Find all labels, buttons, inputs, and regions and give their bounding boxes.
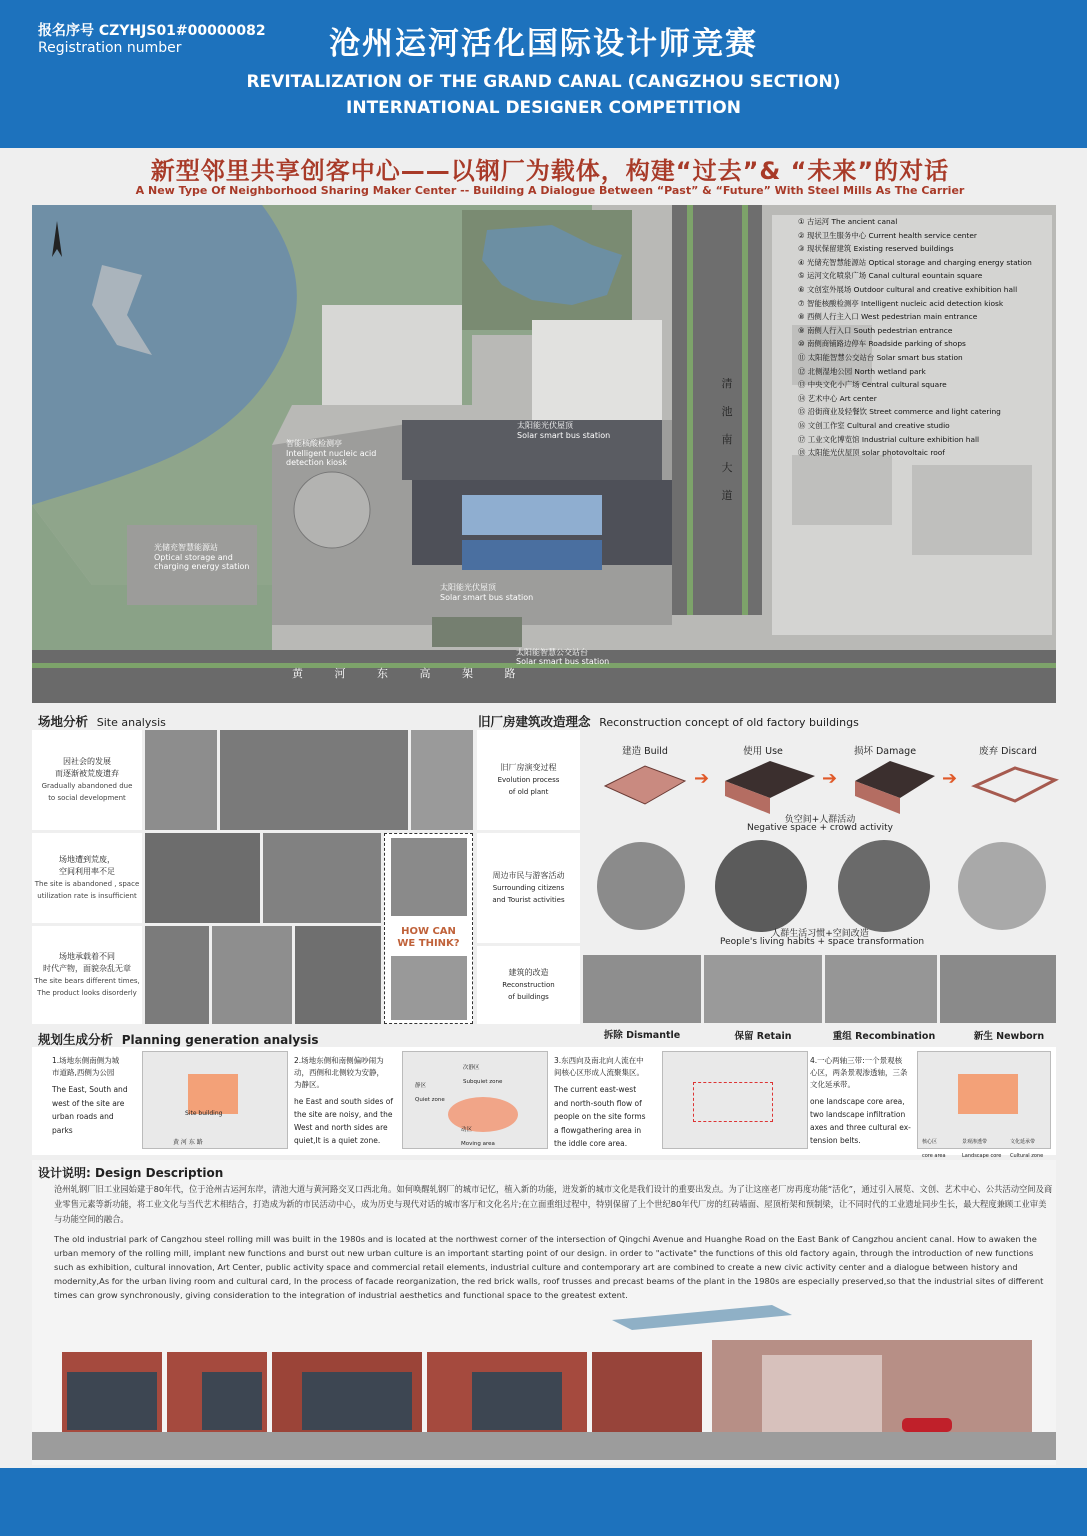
planning-2-cn: 2.场地东侧和南侧偏吵闹为 动，西侧和北侧较为安静， 为静区。 [294,1056,384,1089]
legend-item: ⑧ 西侧人行主入口 West pedestrian main entrance [798,312,978,322]
activity-photo-4 [958,842,1046,930]
recon-row-1 [477,730,580,830]
core-area-block [958,1074,1018,1114]
svg-text:➔: ➔ [942,768,958,789]
footer-band [0,1468,1087,1536]
project-title-cn: 新型邻里共享创客中心——以钢厂为载体，构建“过去”& “未来”的对话 [150,157,950,185]
bus-label-3-cn: 太阳能智慧公交站台 [516,648,588,657]
road-label-horizontal: 黄 河 东 高 架 路 [292,667,530,680]
recon-row-1-cn: 旧厂房演变过程 [500,763,557,772]
plan-legend [798,215,1048,460]
step-newborn: 新生 Newborn [973,1031,1045,1042]
registration-label: Registration number [38,40,182,56]
legend-item: ⑬ 中央文化小广场 Central cultural square [798,380,947,390]
competition-header [0,0,1087,148]
bus-label-1-en: Solar smart bus station [517,431,611,440]
legend-item: ⑱ 太阳能光伏屋顶 solar photovoltaic roof [798,448,945,458]
bus-label-2-cn: 太阳能光伏屋顶 [440,583,496,592]
project-title-en: A New Type Of Neighborhood Sharing Maker Center -- Building A Dialogue Between “Past” & “Future” With Steel Mills As The Carrier [135,184,965,197]
road-label-vertical: 清 池 南 大 道 [721,377,733,502]
cultural-zone-label: 文化延承带 Cultural zone [1010,1139,1044,1159]
step-dismantle: 拆除 Dismantle [603,1030,681,1041]
tower-photo [411,730,473,830]
competition-title-en-1: REVITALIZATION OF THE GRAND CANAL (CANGZHOU SECTION) [246,72,841,92]
negative-space-en: Negative space + crowd activity [747,823,893,833]
moving-zone-label: 动区 Moving area [461,1127,495,1147]
sad-person-photo [391,838,467,916]
factory-photo [263,833,381,923]
aerial-photo [145,730,217,830]
negative-space-cn: 负空间+人群活动 [784,815,856,825]
planning-title-en: Planning generation analysis [121,1033,319,1047]
street-photo [145,833,260,923]
subquiet-zone-label: 次静区 Subquiet zone [463,1065,503,1085]
kiosk-label-en: Intelligent nucleic acid detection kiosk [286,449,377,467]
site-row-2 [32,833,142,923]
reconstruction-title [478,712,859,730]
retain-model [704,955,822,1023]
planning-diagram-1 [142,1051,288,1149]
planning-1-en: The East, South and west of the site are urban roads and parks [52,1085,128,1135]
legend-item: ③ 现状保留建筑 Existing reserved buildings [798,244,954,254]
station-label-cn: 光储充智慧能源站 [154,543,218,552]
site-row-3-en: The site bears different times, The product looks disorderly [34,977,140,997]
planning-diagram-3 [662,1051,808,1149]
recon-row-2-cn: 周边市民与游客活动 [492,871,565,880]
legend-item: ⑰ 工业文化博览馆 Industrial culture exhibition hall [798,434,980,444]
street-rendering [32,1300,1056,1460]
thinking-quote: HOW CAN WE THINK? [397,926,460,949]
planning-4-cn: 4.一心两轴三带:一个景观核 心区，两条景观渗透轴，三条 文化延承带。 [810,1056,908,1089]
habits-cn: 人群生活习惯+空间改造 [771,929,869,939]
design-description-title: 设计说明: Design Description [38,1166,224,1180]
site-analysis-title [38,712,166,730]
road-label: 黄 河 东 路 [173,1139,203,1146]
legend-item: ⑤ 运河文化喷泉广场 Canal cultural eountain square [798,271,983,281]
planning-title [38,1030,319,1048]
legend-item: ⑭ 艺术中心 Art center [798,393,877,403]
svg-text:➔: ➔ [694,768,710,789]
master-plan [32,205,1056,703]
site-row-2-cn: 场地遭到荒废， 空间利用率不足 [59,855,115,876]
recon-row-1-en: Evolution process of old plant [497,776,560,796]
reconstruction-title-en: Reconstruction concept of old factory buildings [599,716,859,729]
stage-build: 建造 Build [622,746,668,757]
stage-damage: 损坏 Damage [853,746,917,757]
bus-label-3-en: Solar smart bus station [516,657,610,666]
planning-title-cn: 规划生成分析 [38,1032,114,1047]
activity-photo-3 [838,840,930,932]
legend-item: ① 古运河 The ancient canal [798,217,898,226]
legend-item: ⑫ 北侧湿地公园 North wetland park [798,366,926,376]
planning-diagram-2 [402,1051,548,1149]
legend-item: ④ 光储充智慧能源站 Optical storage and charging energy station [798,257,1032,267]
newborn-model [940,955,1056,1023]
legend-item: ⑯ 文创工作室 Cultural and creative studio [798,420,950,430]
planning-3-cn: 3.东西向及南北向人流在中 间核心区形成人流聚集区。 [554,1056,644,1077]
planning-2-en: he East and south sides of the site are noisy, and the West and north sides are quiet,It is a quiet zone. [294,1097,394,1145]
kiosk-label-cn: 智能核酸检测亭 [286,439,342,448]
activity-photo-2 [715,840,807,932]
bus-label-2-en: Solar smart bus station [440,593,534,602]
design-description-cn: 沧州轧钢厂旧工业园始建于80年代，位于沧州古运河东岸，清池大道与黄河路交叉口西北角。如何唤醒轧钢厂的城市记忆，植入新的功能，迸发新的城市文化是我们设计的重要出发点。为了让这座老厂房再度功能“活化”，通过引入展览、文创、艺术中心、公共活动空间及商业零售元素等新功能，将工业文化与当代艺术相结合，打造成为新的市民活动中心，成为历史与现代对话的城市客厅和文化名片;在立面重组过程中，特别保留了上个世纪80年代厂房的红砖墙面、屋顶桁架和预制梁，让不同时代的工业遗址同步生长，最大程度兼顾工业审美与功能空间的融合。 [54,1184,1053,1224]
site-row-1-en: Gradually abandoned due to social development [41,782,133,802]
planning-strip [32,1047,1056,1159]
planning-3-en: The current east-west and north-south flow of people on the site forms a flowgathering area in the iddle core area. [554,1085,646,1148]
site-analysis-title-en: Site analysis [96,716,166,729]
buildings-photo [212,926,292,1024]
legend-item: ⑥ 文创室外展场 Outdoor cultural and creative exhibition hall [798,284,1018,294]
planning-diagram-4 [917,1051,1051,1159]
step-retain: 保留 Retain [734,1031,792,1042]
legend-item: ⑨ 南侧人行入口 South pedestrian entrance [798,325,953,335]
registration-number: 报名序号 CZYHJS01#00000082 [38,23,266,39]
design-description [32,1160,1056,1465]
legend-item: ⑮ 沿街商业及轻餐饮 Street commerce and light catering [798,407,1001,417]
quiet-zone-label: 静区 Quiet zone [415,1083,445,1103]
core-area-label: 核心区 core area [922,1139,946,1159]
face-photo [391,956,467,1020]
bus-label-1-cn: 太阳能光伏屋顶 [517,421,573,430]
landscape-core-label: 景观渗透带 Landscape core [962,1139,1002,1159]
competition-title-cn: 沧州运河活化国际设计师竞赛 [329,26,758,62]
factory-evolution-drawing [590,756,1060,816]
competition-title-en-2: INTERNATIONAL DESIGNER COMPETITION [346,98,741,118]
site-building-label: Site building [185,1110,223,1117]
north-arrow-icon [46,219,68,259]
reconstruction-title-cn: 旧厂房建筑改造理念 [478,714,591,729]
station-label-en: Optical storage and charging energy station [154,553,250,571]
design-description-en: The old industrial park of Cangzhou steel rolling mill was built in the 1980s and is located at the northwest corner of the intersection of Qingchi Avenue and Huanghe Road on the East Bank of Cangzhou ancient canal. How to awaken the urban memory of the rolling mill, implant new functions and burst out new urban culture is an important starting point of our design. in order to "activate" the functions of this old factory again, through the introduction of new functions such as exhibition, cultural innovation, Art Center, public activity space and commercial retail elements, industrial culture and contemporary art are combined to create a new civic activity center and a dialogue between history and modernity,As for the urban living room and cultural card, In the process of facade reorganization, the red brick walls, roof trusses and precast beams of the plant in the 1980s are especially preserved,so that the industrial sites of different times can grow synchronously, giving consideration to the integration of industrial aesthetics and functional space to the greatest extent. [54,1234,1044,1300]
flow-gathering-area [693,1082,773,1122]
activity-photo-1 [597,842,685,930]
recon-row-2-en: Surrounding citizens and Tourist activities [492,884,565,904]
site-row-1 [32,730,142,830]
legend-item: ⑪ 太阳能智慧公交站台 Solar smart bus station [798,352,963,362]
recon-row-3-en: Reconstruction of buildings [502,981,555,1001]
crossing-photo [145,926,209,1024]
legend-item: ② 现状卫生服务中心 Current health service center [798,230,977,240]
site-row-2-en: The site is abandoned , space utilization rate is insufficient [34,880,140,900]
thinking-panel [384,833,473,1024]
recon-row-3 [477,946,580,1024]
planning-1-cn: 1.场地东侧南侧为城 市道路,西侧为公园 [52,1056,120,1077]
recombination-model [825,955,937,1023]
step-recombination: 重组 Recombination [832,1031,936,1042]
legend-item: ⑦ 智能核酸检测亭 Intelligent nucleic acid detection kiosk [798,298,1004,308]
recon-row-3-cn: 建筑的改造 [508,968,549,977]
legend-item: ⑩ 南侧商铺路边停车 Roadside parking of shops [798,339,966,349]
site-analysis-title-cn: 场地分析 [38,714,89,729]
wasteland-photo [220,730,408,830]
svg-text:➔: ➔ [822,768,838,789]
stage-discard: 废弃 Discard [979,746,1037,757]
site-row-1-cn: 因社会的发展 而逐渐被荒废遗弃 [55,757,119,778]
habits-en: People's living habits + space transformation [720,937,925,947]
dismantle-model [583,955,701,1023]
road-photo [295,926,381,1024]
site-row-3-cn: 场地承载着不同 时代产物，面貌杂乱无章 [43,952,131,973]
planning-4-en: one landscape core area, two landscape infiltration axes and three cultural ex- tension belts. [810,1097,911,1145]
stage-use: 使用 Use [743,746,783,757]
site-row-3 [32,926,142,1024]
recon-row-2 [477,833,580,943]
